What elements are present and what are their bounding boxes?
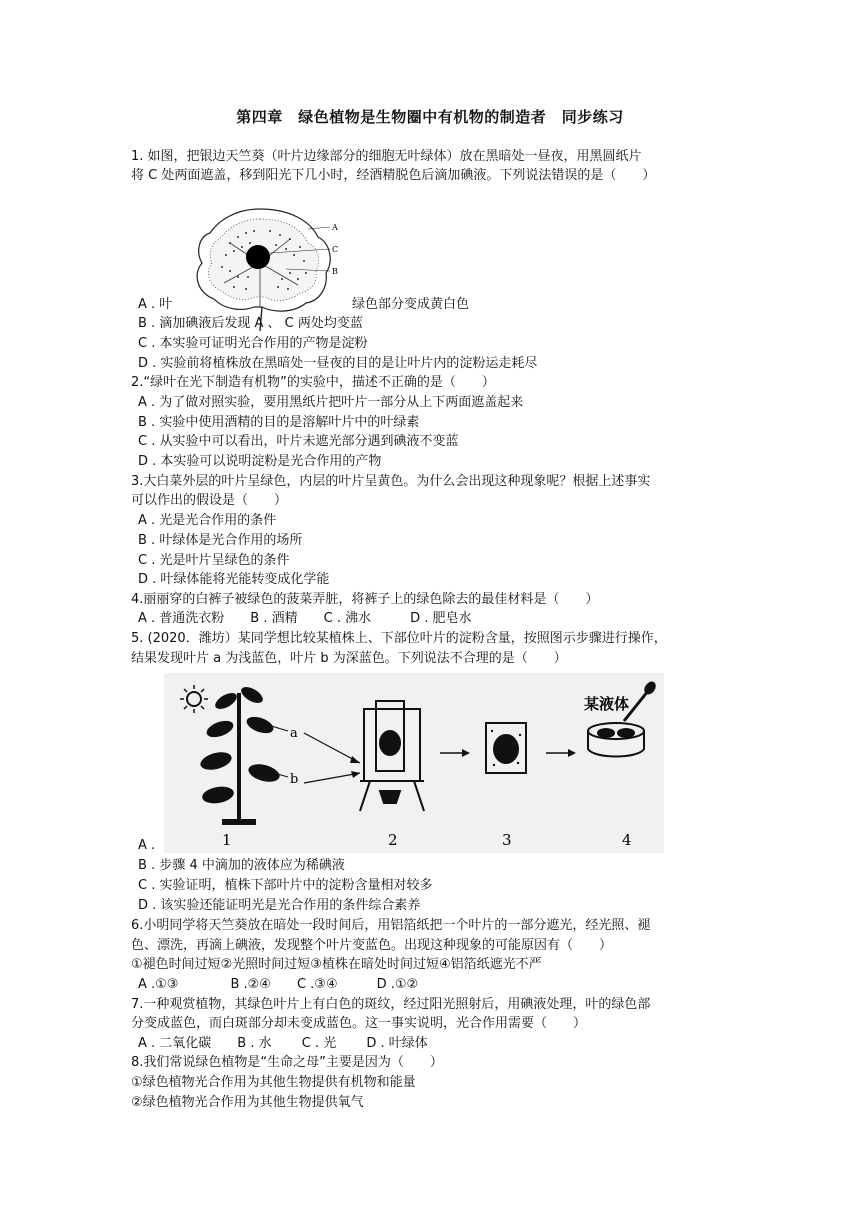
q5-stem-line1: 5. (2020．潍坊）某同学想比较某植株上、下部位叶片的淀粉含量，按照图示步骤进行操作， bbox=[131, 631, 667, 646]
q4-options: A . 普通洗衣粉 B . 酒精 C . 沸水 D . 肥皂水 bbox=[138, 611, 472, 626]
q3-stem-line1: 3.大白菜外层的叶片呈绿色，内层的叶片呈黄色。为什么会出现这种现象呢？根据上述事实 bbox=[131, 474, 651, 489]
step-4-label: 4 bbox=[622, 831, 632, 849]
liquid-label: 某液体 bbox=[584, 695, 630, 713]
q5-option-d: D . 该实验还能证明光是光合作用的条件综合素养 bbox=[138, 898, 421, 913]
q1-option-c: C . 本实验可证明光合作用的产物是淀粉 bbox=[138, 336, 368, 351]
q3-stem-line2: 可以作出的假设是（ ） bbox=[131, 493, 288, 508]
leaf-b-label: b bbox=[290, 772, 299, 787]
q5-option-a: A . bbox=[138, 838, 156, 853]
q5-stem-line2: 结果发现叶片 a 为浅蓝色，叶片 b 为深蓝色。下列说法不合理的是（ ） bbox=[131, 651, 567, 666]
leaf-label-c: C bbox=[332, 245, 339, 254]
q3-option-c: C . 光是叶片呈绿色的条件 bbox=[138, 553, 290, 568]
q5-option-b: B . 步骤 4 中滴加的液体应为稀碘液 bbox=[138, 858, 345, 873]
q2-option-b: B . 实验中使用酒精的目的是溶解叶片中的叶绿素 bbox=[138, 415, 420, 430]
q7-options: A . 二氧化碳 B . 水 C . 光 D . 叶绿体 bbox=[138, 1036, 428, 1051]
q6-options: A .①③ B .②④ C .③④ D .①② bbox=[138, 977, 419, 992]
q2-option-c: C . 从实验中可以看出，叶片未遮光部分遇到碘液不变蓝 bbox=[138, 434, 459, 449]
q7-stem-line1: 7.一种观赏植物，其绿色叶片上有白色的斑纹，经过阳光照射后，用碘液处理，叶的绿色部 bbox=[131, 997, 651, 1012]
leaf-label-b: B bbox=[332, 267, 338, 276]
q1-option-a: A . 叶 bbox=[138, 297, 173, 312]
q6-stem-line2: 色、漂洗，再滴上碘液，发现整个叶片变蓝色。出现这种现象的可能原因有（ ） bbox=[131, 938, 613, 953]
q7-stem-line2: 分变成蓝色，而白斑部分却未变成蓝色。这一事实说明，光合作用需要（ ） bbox=[131, 1016, 587, 1031]
q1-option-a-tail: 绿色部分变成黄白色 bbox=[352, 297, 470, 312]
step-3-label: 3 bbox=[502, 831, 512, 849]
q3-option-a: A . 光是光合作用的条件 bbox=[138, 513, 277, 528]
q3-option-d: D . 叶绿体能将光能转变成化学能 bbox=[138, 572, 330, 587]
q1-option-b: B . 滴加碘液后发现 A 、 C 两处均变蓝 bbox=[138, 316, 363, 331]
q4-stem: 4.丽丽穿的白裤子被绿色的菠菜弄脏，将裤子上的绿色除去的最佳材料是（ ） bbox=[131, 592, 599, 607]
step-1-label: 1 bbox=[222, 831, 232, 849]
q5-option-c: C . 实验证明，植株下部叶片中的淀粉含量相对较多 bbox=[138, 878, 433, 893]
leaf-a-label: a bbox=[290, 726, 298, 741]
step-2-label: 2 bbox=[388, 831, 398, 849]
q1-stem-line2: 将 C 处两面遮盖，移到阳光下几小时，经酒精脱色后滴加碘液。下列说法错误的是（ ） bbox=[131, 168, 656, 183]
q2-option-a: A . 为了做对照实验，要用黑纸片把叶片一部分从上下两面遮盖起来 bbox=[138, 395, 524, 410]
leaf-label-a: A bbox=[332, 223, 338, 232]
q8-item-1: ①绿色植物光合作用为其他生物提供有机物和能量 bbox=[131, 1075, 416, 1090]
q8-item-2: ②绿色植物光合作用为其他生物提供氧气 bbox=[131, 1095, 364, 1110]
q3-option-b: B . 叶绿体是光合作用的场所 bbox=[138, 533, 303, 548]
q6-stem-line1: 6.小明同学将天竺葵放在暗处一段时间后，用铝箔纸把一个叶片的一部分遮光，经光照、褪 bbox=[131, 918, 651, 933]
leaf-figure bbox=[190, 203, 350, 333]
q6-conditions: ①褪色时间过短②光照时间过短③植株在暗处时间过短④铝箔纸遮光不严 bbox=[131, 957, 542, 972]
q1-option-d: D . 实验前将植株放在黑暗处一昼夜的目的是让叶片内的淀粉运走耗尽 bbox=[138, 356, 538, 371]
q2-stem: 2.“绿叶在光下制造有机物”的实验中，描述不正确的是（ ） bbox=[131, 375, 495, 390]
experiment-figure bbox=[164, 673, 664, 853]
q2-option-d: D . 本实验可以说明淀粉是光合作用的产物 bbox=[138, 454, 382, 469]
page-title: 第四章 绿色植物是生物圈中有机物的制造者 同步练习 bbox=[236, 108, 624, 126]
q1-stem-line1: 1. 如图，把银边天竺葵（叶片边缘部分的细胞无叶绿体）放在黑暗处一昼夜，用黑圆纸片 bbox=[131, 149, 642, 164]
q8-stem: 8.我们常说绿色植物是“生命之母”主要是因为（ ） bbox=[131, 1055, 443, 1070]
